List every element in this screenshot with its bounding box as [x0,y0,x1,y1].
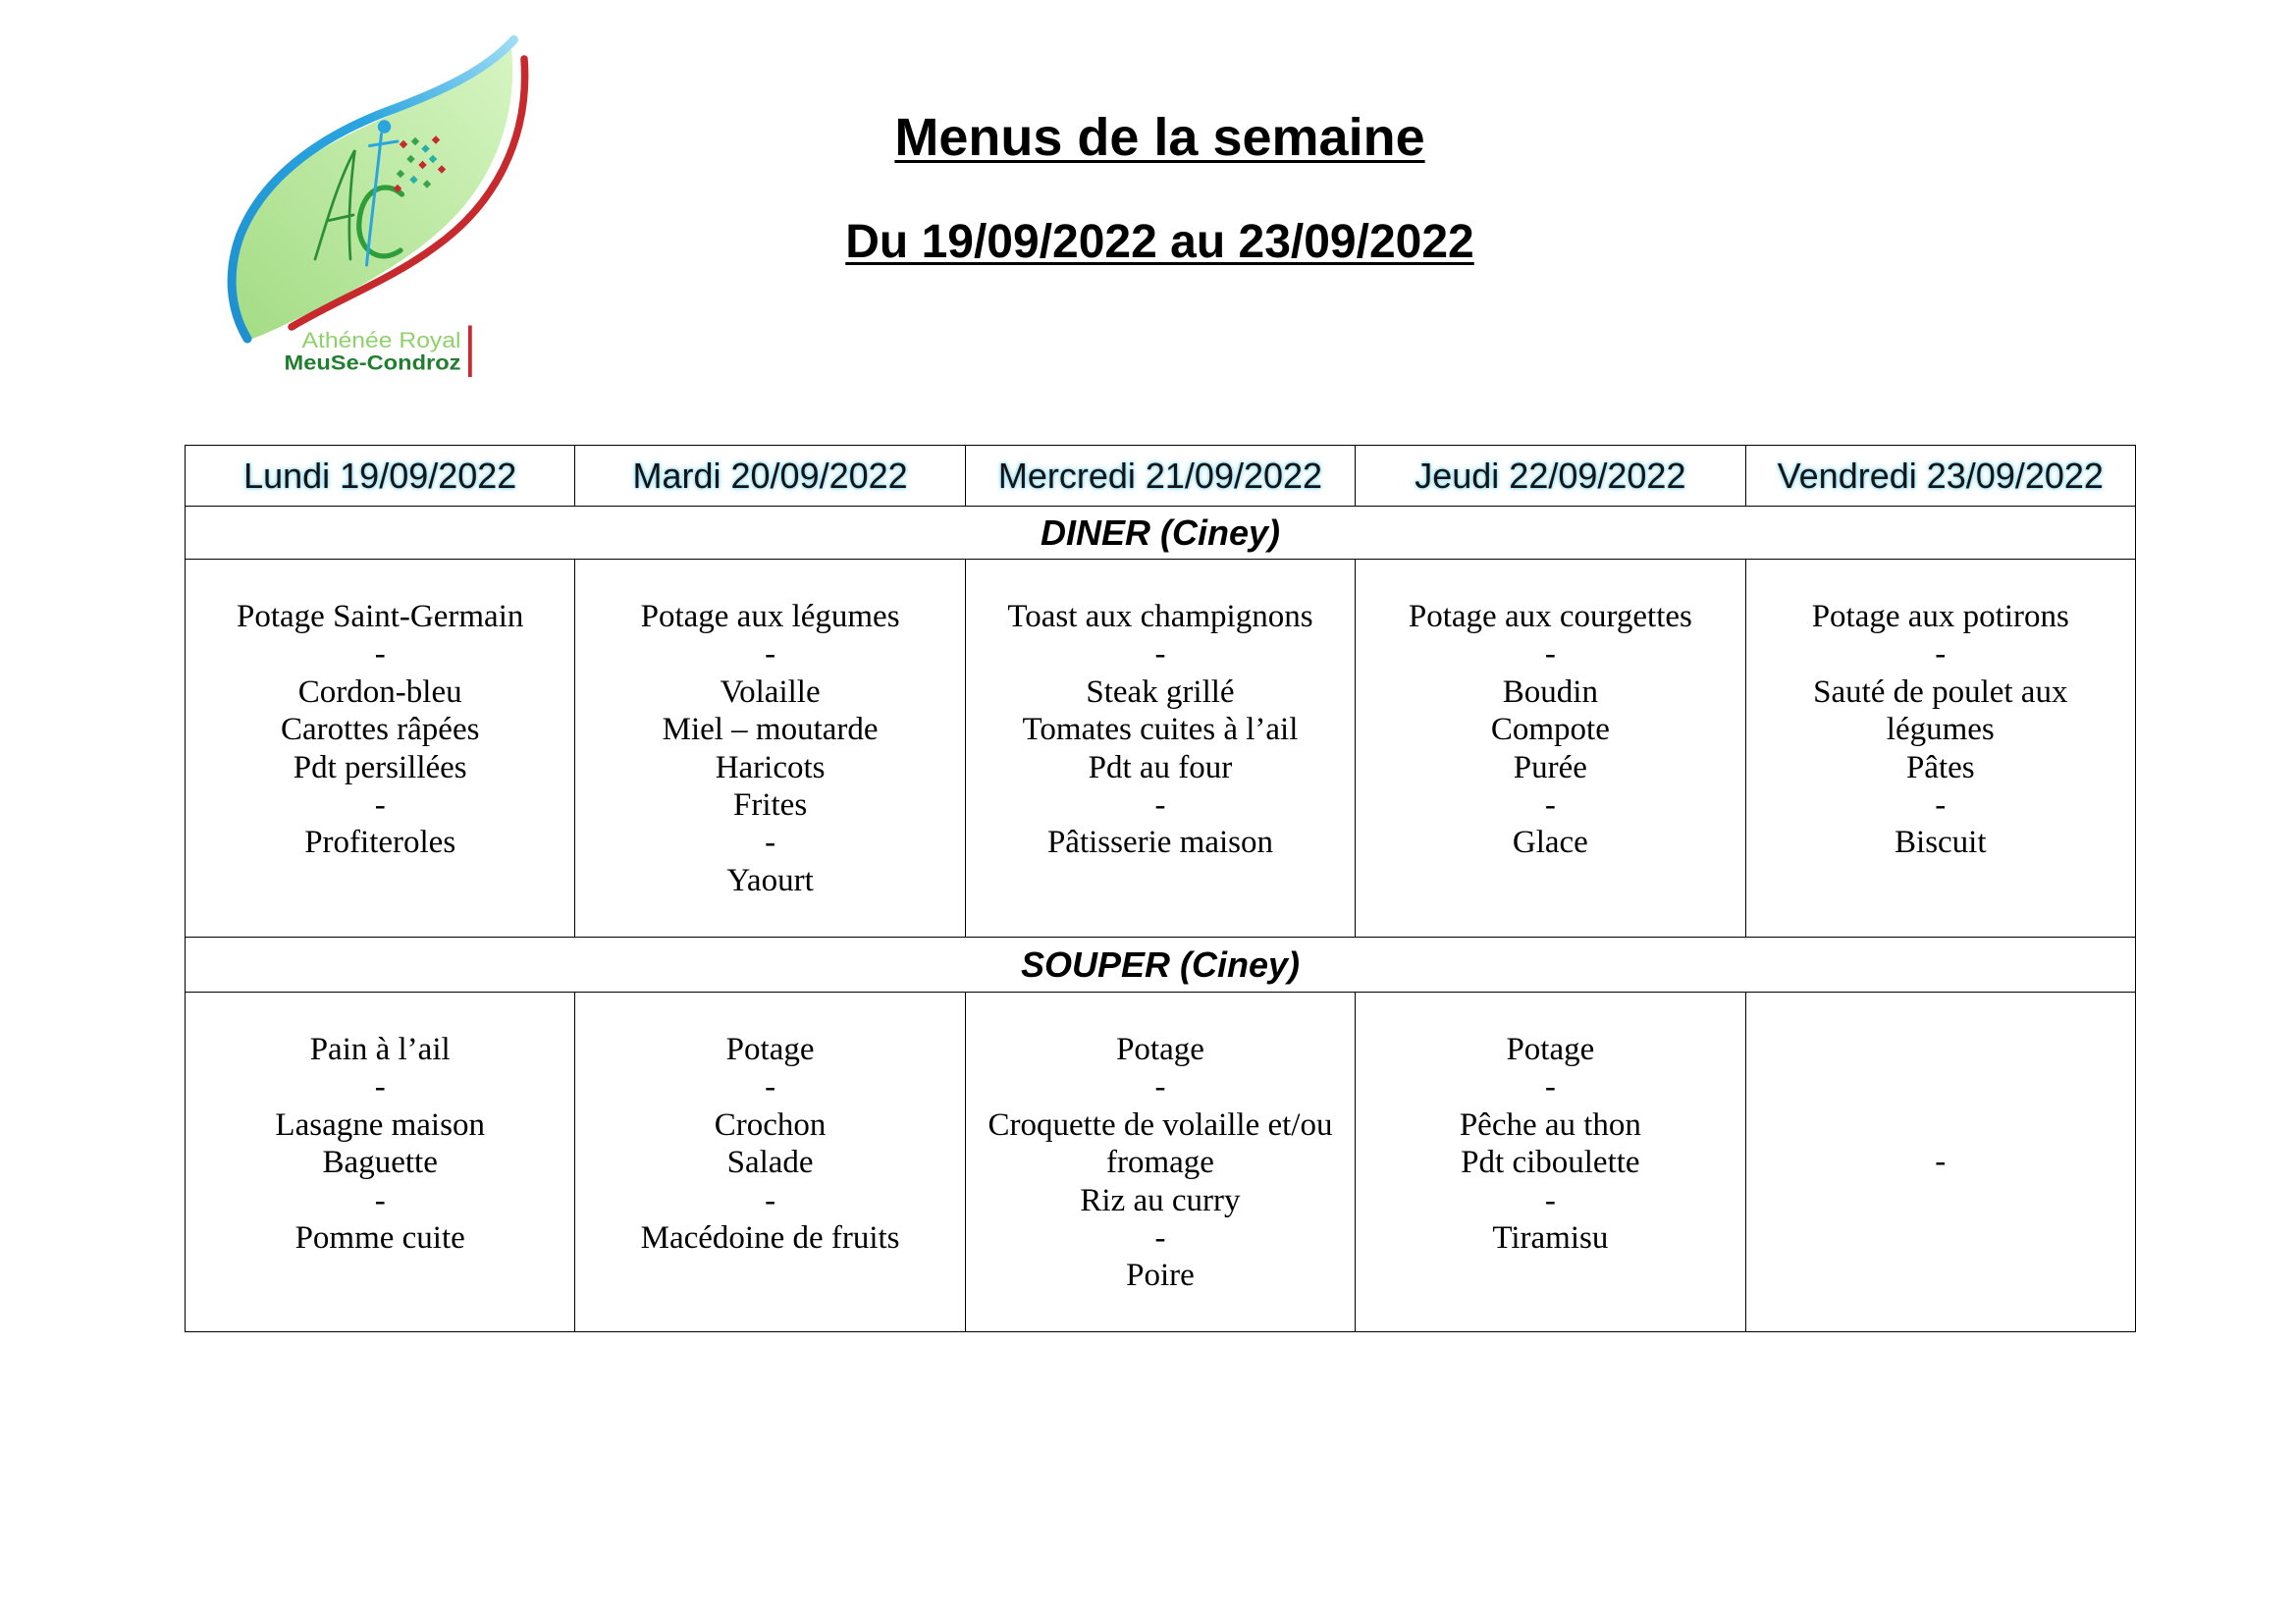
menu-line: - [765,825,776,861]
menu-line: - [1935,636,1947,673]
menu-cell [965,993,1355,1332]
logo-text-line2: MeuSe-Condroz [284,351,461,375]
menu-line: Frites [733,787,808,824]
menu-line: Salade [726,1145,814,1181]
menu-line: Potage Saint-Germain [237,599,524,634]
menu-line: Baguette [322,1145,438,1181]
menu-line: Glace [1512,825,1588,861]
menu-line: Pâtes [1905,749,1975,785]
logo-red-bar [468,326,472,378]
menu-line: - [1544,1069,1556,1105]
menu-line: - [1935,787,1947,824]
menu-line: - [1935,1144,1947,1180]
menu-line: Poire [1126,1258,1195,1294]
menu-cell [965,560,1355,938]
menu-line: - [765,1182,776,1218]
menu-line: - [374,636,386,673]
menu-line: Haricots [715,749,826,785]
day-label: Lundi 19/09/2022 [243,455,517,496]
menu-cell [1745,560,2135,938]
menu-line: - [374,1069,386,1105]
souper-menu-row [186,993,2136,1332]
menu-line: Macédoine de fruits [640,1220,900,1257]
menu-line: Pomme cuite [294,1220,465,1257]
menu-line: Crochon [714,1106,827,1143]
menu-line: Cordon-bleu [297,673,462,710]
day-label: Jeudi 22/09/2022 [1415,455,1686,496]
menu-line: Lasagne maison [275,1106,485,1143]
school-logo [221,29,545,391]
menu-line: Riz au curry [1080,1182,1241,1218]
menu-line: Miel – moutarde [662,712,879,748]
menu-cell [186,560,575,938]
menu-cell [575,993,965,1332]
menu-line: Potage aux légumes [640,599,900,634]
menu-line: Tiramisu [1492,1220,1609,1257]
menu-line: Potage [725,1032,815,1067]
day-label: Mardi 20/09/2022 [632,455,908,496]
date-range-text: Du 19/09/2022 au 23/09/2022 [845,216,1474,268]
day-header [1745,446,2135,507]
menu-line: - [1544,636,1556,673]
day-header [186,446,575,507]
menu-line: - [765,636,776,673]
logo-text-line1: Athénée Royal [301,328,461,353]
meal-section-diner [186,507,2136,560]
diner-menu-row [186,560,2136,938]
menu-line: - [765,1069,776,1105]
day-header [1356,446,1745,507]
day-header-row [186,446,2136,507]
menu-line: Pêche au thon [1459,1106,1641,1143]
menu-line: - [1154,1069,1166,1105]
menu-line: - [374,1182,386,1218]
menu-line: - [1544,787,1556,824]
menu-line: - [1544,1182,1556,1218]
menu-line: - [374,787,386,824]
menu-line: Potage aux courgettes [1408,599,1692,634]
meal-label-diner: DINER (Ciney) [186,507,2136,560]
menu-table [185,445,2136,1332]
menu-line: Carottes râpées [280,712,480,748]
menu-line: Yaourt [726,862,814,898]
menu-line: Potage [1116,1032,1204,1067]
menu-cell [1356,560,1745,938]
menu-line: - [1154,636,1166,673]
menu-line: Volaille [720,673,821,710]
menu-line: Profiteroles [304,825,456,861]
menu-cell [186,993,575,1332]
page-title [185,106,2135,170]
menu-cell [1356,993,1745,1332]
menu-line: Compote [1490,712,1610,748]
menu-line: Biscuit [1895,825,1987,861]
date-range [185,214,2135,271]
day-header [575,446,965,507]
menu-line: - [1154,1220,1166,1257]
menu-line: Steak grillé [1086,673,1235,710]
menu-cell [575,560,965,938]
menu-line: - [1154,787,1166,824]
menu-line: Pâtisserie maison [1046,825,1273,861]
day-label: Mercredi 21/09/2022 [997,455,1323,496]
menu-line: Pdt au four [1088,749,1233,785]
menu-line: Pdt persillées [293,749,467,785]
meal-label-souper: SOUPER (Ciney) [186,938,2136,993]
menu-line: Toast aux champignons [1007,599,1313,634]
menu-line: Purée [1513,749,1587,785]
menu-line: Pdt ciboulette [1461,1145,1640,1181]
menu-line: Sauté de poulet aux légumes [1813,673,2068,748]
menu-line: Croquette de volaille et/ou fromage [988,1106,1333,1181]
menu-line: Potage [1506,1032,1595,1067]
page-title-text: Menus de la semaine [894,108,1425,167]
menu-line: Boudin [1502,673,1598,710]
menu-line: Potage aux potirons [1811,599,2069,634]
menu-line: Pain à l’ail [309,1032,451,1067]
menu-cell [1745,993,2135,1332]
menu-line: Tomates cuites à l’ail [1022,712,1299,748]
day-header [965,446,1355,507]
day-label: Vendredi 23/09/2022 [1777,455,2104,496]
meal-section-souper [186,938,2136,993]
